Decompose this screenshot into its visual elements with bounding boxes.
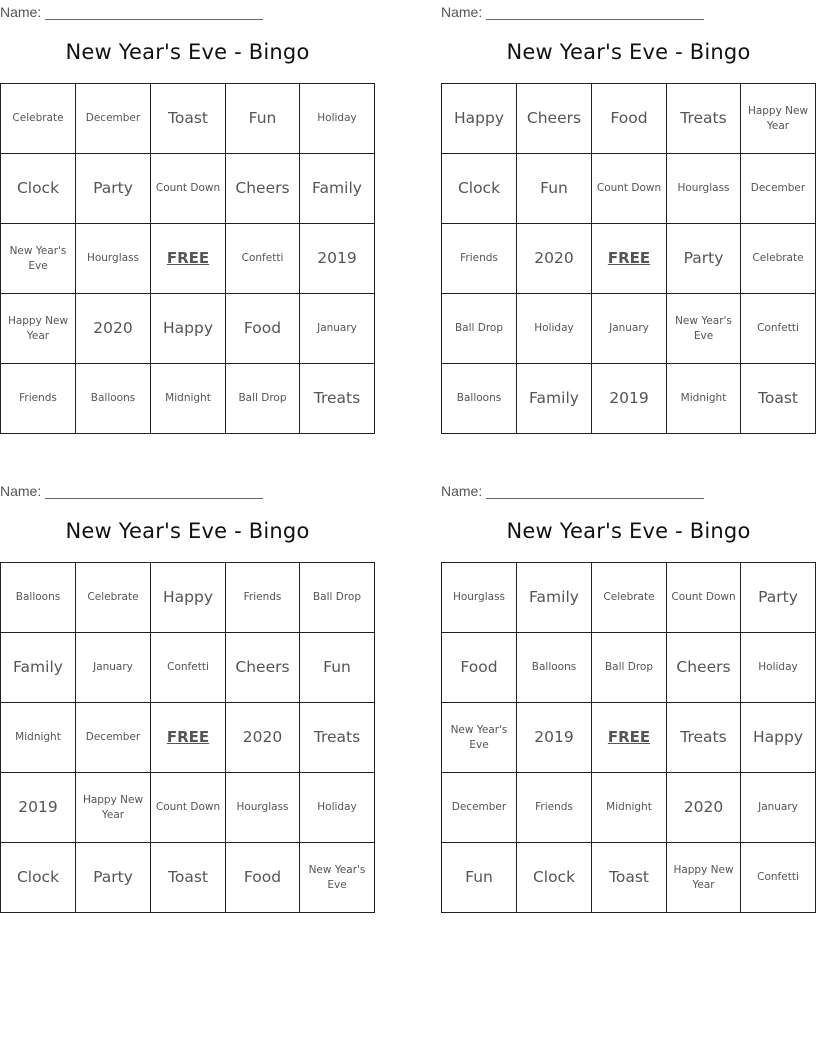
bingo-cell: Hourglass [226, 773, 300, 843]
bingo-cell: Toast [741, 364, 816, 434]
bingo-cell: Clock [442, 154, 517, 224]
bingo-cell: January [741, 773, 816, 843]
name-label: Name: [441, 483, 483, 499]
bingo-cell: Balloons [517, 633, 592, 703]
bingo-cell: Ball Drop [226, 364, 300, 434]
bingo-cell: Holiday [517, 294, 592, 364]
bingo-cell: Happy [442, 84, 517, 154]
bingo-cell: Ball Drop [442, 294, 517, 364]
bingo-cell: Party [76, 843, 151, 913]
bingo-cell: Happy [151, 294, 226, 364]
bingo-cell: Happy [741, 703, 816, 773]
bingo-cell: Toast [151, 84, 226, 154]
bingo-cell: 2020 [226, 703, 300, 773]
bingo-cell: Fun [226, 84, 300, 154]
bingo-cell: Party [76, 154, 151, 224]
bingo-cell: Happy New Year [741, 84, 816, 154]
free-space-cell: FREE [151, 224, 226, 294]
card-title: New Year's Eve - Bingo [65, 40, 310, 64]
bingo-cell: Treats [300, 703, 375, 773]
bingo-cell: Friends [1, 364, 76, 434]
bingo-cell: Family [517, 563, 592, 633]
bingo-cell: Family [300, 154, 375, 224]
bingo-cell: Friends [226, 563, 300, 633]
name-blank-line [486, 5, 704, 20]
bingo-grid [0, 562, 375, 913]
bingo-cell: Clock [517, 843, 592, 913]
bingo-cell: January [76, 633, 151, 703]
bingo-cell: 2020 [517, 224, 592, 294]
bingo-cell: January [300, 294, 375, 364]
bingo-cell: Ball Drop [300, 563, 375, 633]
bingo-cell: Clock [1, 154, 76, 224]
bingo-cell: Confetti [226, 224, 300, 294]
bingo-cell: December [741, 154, 816, 224]
name-blank-line [45, 5, 263, 20]
bingo-cell: Hourglass [76, 224, 151, 294]
bingo-cell: Count Down [592, 154, 667, 224]
card-title: New Year's Eve - Bingo [506, 40, 751, 64]
bingo-cell: 2020 [667, 773, 741, 843]
bingo-cell: Cheers [226, 633, 300, 703]
bingo-cell: Midnight [592, 773, 667, 843]
bingo-grid [0, 83, 375, 434]
bingo-cell: Midnight [151, 364, 226, 434]
bingo-cell: Midnight [1, 703, 76, 773]
name-field [0, 2, 270, 20]
bingo-cell: New Year's Eve [442, 703, 517, 773]
bingo-cell: Food [442, 633, 517, 703]
bingo-cell: New Year's Eve [300, 843, 375, 913]
bingo-cell: Happy New Year [667, 843, 741, 913]
bingo-cell: 2020 [76, 294, 151, 364]
bingo-cell: Friends [442, 224, 517, 294]
bingo-cell: Midnight [667, 364, 741, 434]
name-label: Name: [441, 4, 483, 20]
bingo-cell: Balloons [442, 364, 517, 434]
name-field [0, 481, 270, 499]
bingo-cell: Food [226, 294, 300, 364]
bingo-cell: Toast [151, 843, 226, 913]
bingo-cell: New Year's Eve [667, 294, 741, 364]
bingo-cell: Treats [667, 703, 741, 773]
bingo-cell: Clock [1, 843, 76, 913]
bingo-cell: Friends [517, 773, 592, 843]
bingo-cell: Fun [517, 154, 592, 224]
bingo-cell: Ball Drop [592, 633, 667, 703]
bingo-cell: January [592, 294, 667, 364]
bingo-cell: Cheers [226, 154, 300, 224]
bingo-cell: Confetti [151, 633, 226, 703]
bingo-cell: Happy [151, 563, 226, 633]
bingo-cell: Count Down [667, 563, 741, 633]
bingo-cell: Holiday [300, 84, 375, 154]
free-space-cell: FREE [592, 703, 667, 773]
card-title: New Year's Eve - Bingo [65, 519, 310, 543]
free-space-cell: FREE [592, 224, 667, 294]
card-title: New Year's Eve - Bingo [506, 519, 751, 543]
bingo-cell: Happy New Year [76, 773, 151, 843]
bingo-cell: Celebrate [592, 563, 667, 633]
bingo-cell: Hourglass [442, 563, 517, 633]
bingo-cell: Celebrate [1, 84, 76, 154]
bingo-cell: Balloons [76, 364, 151, 434]
bingo-cell: Celebrate [76, 563, 151, 633]
bingo-cell: Holiday [741, 633, 816, 703]
bingo-cell: Cheers [667, 633, 741, 703]
bingo-cell: Treats [300, 364, 375, 434]
name-blank-line [45, 484, 263, 499]
name-blank-line [486, 484, 704, 499]
bingo-cell: December [76, 703, 151, 773]
bingo-cell: Confetti [741, 843, 816, 913]
bingo-cell: Party [667, 224, 741, 294]
bingo-cell: Family [1, 633, 76, 703]
bingo-cell: Count Down [151, 773, 226, 843]
bingo-cell: 2019 [300, 224, 375, 294]
bingo-cell: New Year's Eve [1, 224, 76, 294]
bingo-cell: 2019 [517, 703, 592, 773]
name-field [441, 481, 711, 499]
name-field [441, 2, 711, 20]
bingo-cell: Celebrate [741, 224, 816, 294]
bingo-cell: Treats [667, 84, 741, 154]
bingo-cell: Confetti [741, 294, 816, 364]
bingo-cell: Cheers [517, 84, 592, 154]
bingo-grid [441, 562, 816, 913]
bingo-cell: Family [517, 364, 592, 434]
bingo-cell: Holiday [300, 773, 375, 843]
bingo-cell: Food [226, 843, 300, 913]
bingo-cell: Food [592, 84, 667, 154]
bingo-cell: December [442, 773, 517, 843]
bingo-grid [441, 83, 816, 434]
bingo-cell: Hourglass [667, 154, 741, 224]
bingo-cell: Fun [442, 843, 517, 913]
name-label: Name: [0, 4, 42, 20]
bingo-cell: Toast [592, 843, 667, 913]
bingo-cell: 2019 [1, 773, 76, 843]
bingo-cell: Balloons [1, 563, 76, 633]
bingo-cell: December [76, 84, 151, 154]
bingo-cell: 2019 [592, 364, 667, 434]
bingo-cell: Count Down [151, 154, 226, 224]
bingo-cell: Party [741, 563, 816, 633]
bingo-cell: Happy New Year [1, 294, 76, 364]
bingo-cell: Fun [300, 633, 375, 703]
free-space-cell: FREE [151, 703, 226, 773]
name-label: Name: [0, 483, 42, 499]
